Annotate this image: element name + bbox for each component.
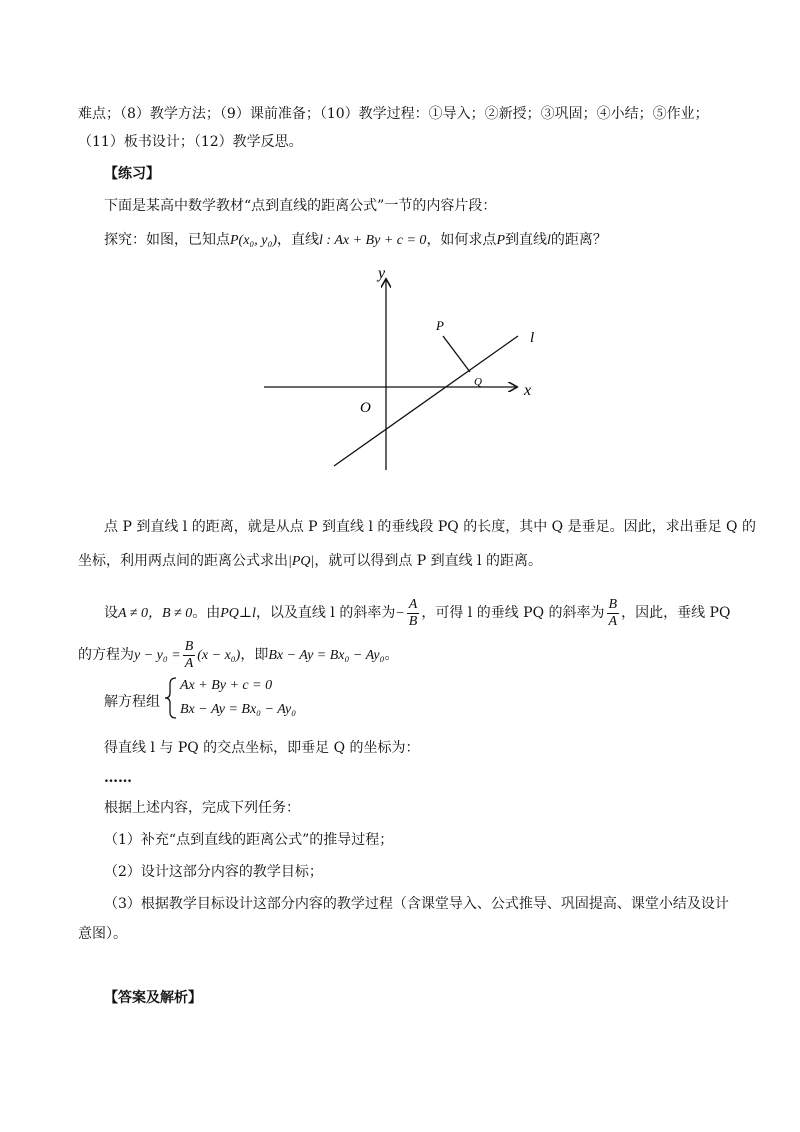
paragraph-line xyxy=(78,551,542,572)
math-minus: − xyxy=(395,606,405,621)
math-eq: (x − x₀) xyxy=(197,648,241,663)
math-abs: |PQ| xyxy=(288,554,315,569)
paragraph-line: 得直线 l 与 PQ 的交点坐标，即垂足 Q 的坐标为： xyxy=(104,740,420,756)
label-x: x xyxy=(524,382,532,399)
text: 设 xyxy=(104,605,118,621)
answer-heading: 【答案及解析】 xyxy=(104,990,202,1006)
system-equation-1: Ax + By + c = 0 xyxy=(180,678,273,693)
text: ，如何求点 xyxy=(426,232,497,248)
fraction-slope xyxy=(183,639,196,672)
label-o: O xyxy=(360,400,371,416)
explore-text xyxy=(104,230,607,251)
fraction-slope-pq xyxy=(607,597,620,630)
coordinate-figure xyxy=(250,258,550,478)
task-item: （3）根据教学目标设计这部分内容的教学过程（含课堂导入、公式推导、巩固提高、课堂小结及设计 xyxy=(104,896,729,912)
practice-heading: 【练习】 xyxy=(104,166,160,182)
ellipsis: …… xyxy=(104,770,132,786)
text-line: （11）板书设计；（12）教学反思。 xyxy=(78,134,303,150)
math-point: P(x₀, y₀) xyxy=(230,233,278,248)
label-q: Q xyxy=(474,376,482,388)
text: 的距离？ xyxy=(550,232,607,248)
paragraph-line xyxy=(78,636,398,675)
text-line: 难点；（8）教学方法；（9）课前准备；（10）教学过程：①导入；②新授；③巩固；④小结；⑤作业； xyxy=(78,106,709,122)
segment-pq xyxy=(443,336,470,372)
math-var: P xyxy=(496,233,505,248)
fraction-numerator: A xyxy=(408,596,418,612)
math-perp: PQ⊥l xyxy=(220,606,256,621)
solve-label: 解方程组 xyxy=(104,694,160,710)
text: 。 xyxy=(384,647,399,663)
text: ，因此，垂线 PQ xyxy=(621,605,731,621)
fraction-denominator: A xyxy=(184,655,194,671)
label-p: P xyxy=(436,318,444,333)
task-item: （1）补充“点到直线的距离公式”的推导过程； xyxy=(104,832,394,848)
fraction-denominator: A xyxy=(608,613,618,629)
text: 到直线 xyxy=(505,232,547,248)
system-equation-2: Bx − Ay = Bx₀ − Ay₀ xyxy=(180,702,297,717)
brace xyxy=(164,676,178,720)
math-line-eq: l : Ax + By + c = 0 xyxy=(319,233,427,248)
fraction-numerator: B xyxy=(184,638,194,654)
paragraph-line xyxy=(104,594,730,633)
fraction-numerator: B xyxy=(608,596,618,612)
task-item-continued: 意图）。 xyxy=(78,926,127,942)
label-l: l xyxy=(530,330,535,346)
math-cond: A ≠ 0，B ≠ 0 xyxy=(118,606,193,621)
task-item: （2）设计这部分内容的教学目标； xyxy=(104,864,323,880)
text: ，直线 xyxy=(277,232,320,248)
label-y: y xyxy=(378,265,386,282)
task-intro: 根据上述内容，完成下列任务： xyxy=(104,800,300,816)
math-var: l xyxy=(547,233,551,248)
math-eq: y − y₀ = xyxy=(134,648,181,663)
paragraph-line: 点 P 到直线 l 的距离，就是从点 P 到直线 l 的垂线段 PQ 的长度，其中 Q 是垂足。因此，求出垂足 Q 的 xyxy=(104,519,756,535)
math-eq: Bx − Ay = Bx₀ − Ay₀ xyxy=(268,648,385,663)
text: 探究：如图，已知点 xyxy=(104,232,230,248)
text: ，即 xyxy=(240,647,269,663)
text: 。由 xyxy=(192,605,221,621)
text: ，可得 l 的垂线 PQ 的斜率为 xyxy=(421,605,605,621)
text: ，就可以得到点 P 到直线 l 的距离。 xyxy=(314,553,543,569)
fraction-denominator: B xyxy=(408,613,418,629)
text: 的方程为 xyxy=(78,647,134,663)
intro-text: 下面是某高中数学教材“点到直线的距离公式”一节的内容片段： xyxy=(104,198,497,214)
text: ，以及直线 l 的斜率为 xyxy=(255,605,396,621)
fraction-slope-l xyxy=(407,597,420,630)
text: 坐标，利用两点间的距离公式求出 xyxy=(78,553,288,569)
